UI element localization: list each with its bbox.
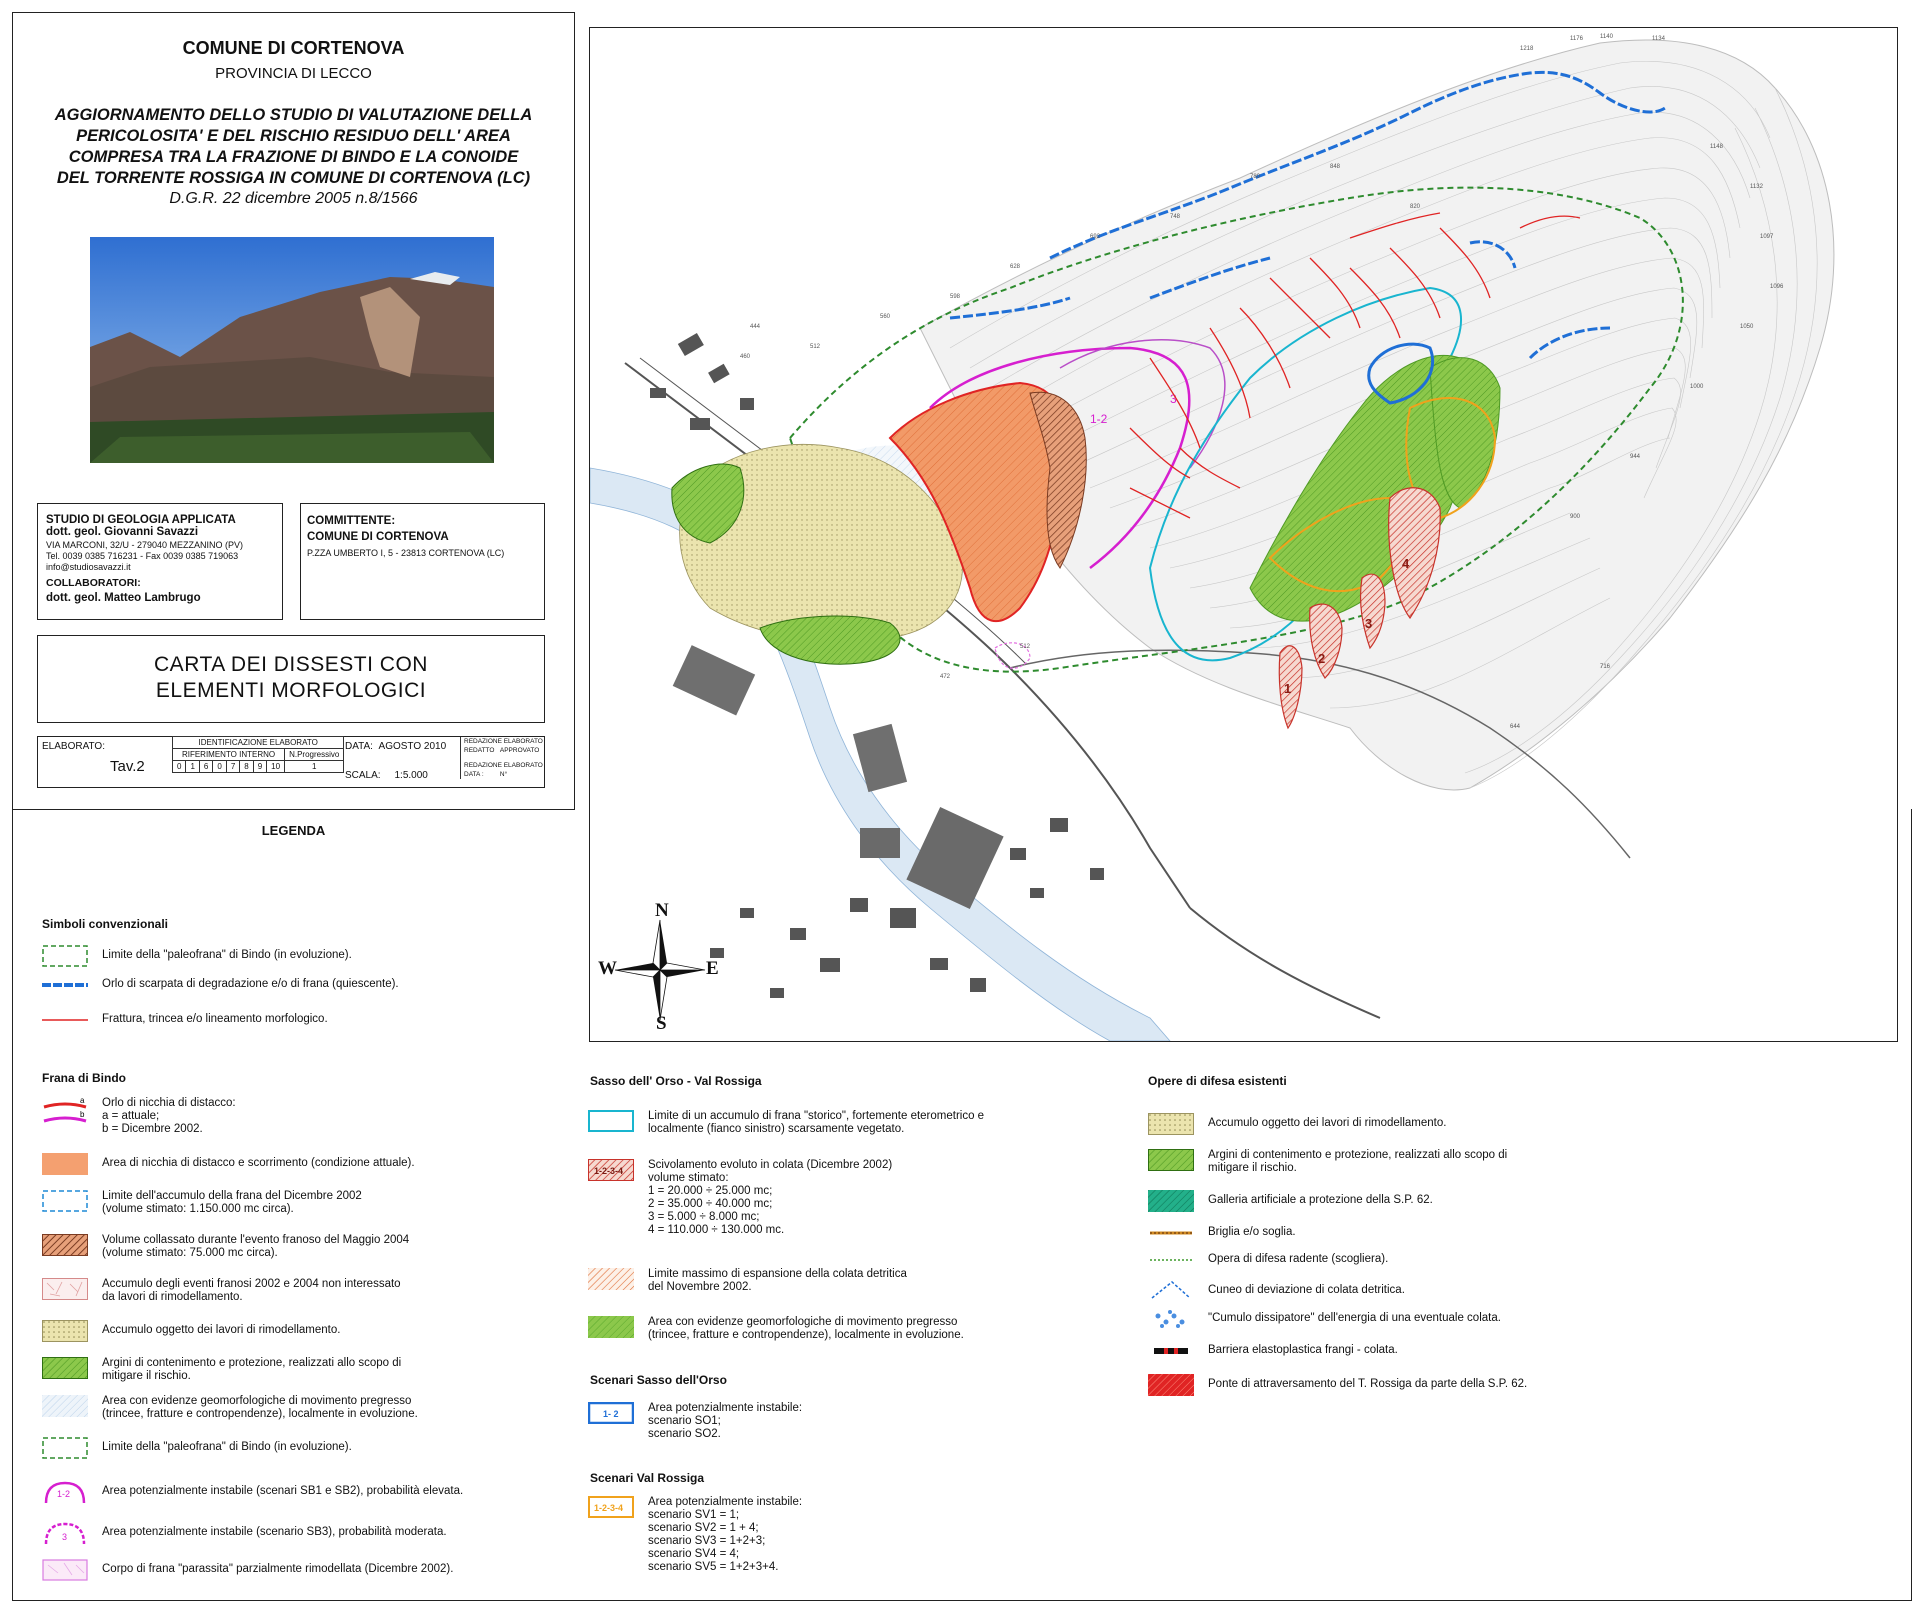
legend-item-text: Scivolamento evoluto in colata (Dicembre 2002) volume stimato: 1 = 20.000 ÷ 25.000 mc; 2 = 35.000 ÷ 40.000 mc; 3 = 5.000 ÷ 8.000 mc; 4 = 110.000 ÷ 130.000 mc. (648, 1159, 893, 1236)
legend-item (42, 1190, 362, 1216)
colata-label-4: 4 (1402, 556, 1410, 571)
red-1234-icon (588, 1159, 634, 1181)
committente-name: COMUNE DI CORTENOVA (307, 531, 449, 543)
legend-item-text: Opera di difesa radente (scogliera). (1208, 1253, 1389, 1265)
legend-item (42, 1395, 418, 1421)
studio-name: STUDIO DI GEOLOGIA APPLICATA (46, 514, 236, 526)
legend-item-text: Frattura, trincea e/o lineamento morfologico. (102, 1013, 328, 1025)
legend-item-text: Accumulo oggetto dei lavori di rimodellamento. (1208, 1117, 1447, 1129)
elevation-label: 944 (1630, 454, 1641, 460)
elevation-label: 748 (1170, 214, 1181, 220)
magenta-arc-3-icon (42, 1520, 88, 1546)
pink-box-icon (42, 1559, 88, 1581)
legend-item (1148, 1226, 1296, 1240)
legend-item-text: Area con evidenze geomorfologiche di movimento pregresso (trincee, fratture e contropendenze), localmente in evoluzione. (648, 1316, 964, 1341)
scenario-label-3: 3 (1170, 392, 1177, 406)
elevation-label: 716 (1600, 664, 1611, 670)
elevation-label: 848 (1330, 164, 1341, 170)
elaborato-label: ELABORATO: (42, 741, 105, 752)
study-title-line: AGGIORNAMENTO DELLO STUDIO DI VALUTAZIONE DELLA (54, 106, 533, 124)
legend-item (1148, 1278, 1405, 1300)
elevation-label: 1000 (1690, 384, 1704, 390)
legend-item-text: Orlo di nicchia di distacco: a = attuale; b = Dicembre 2002. (102, 1097, 236, 1135)
redatto-row (464, 746, 546, 755)
legend-item-text: Area potenzialmente instabile: scenario SO1; scenario SO2. (648, 1402, 803, 1440)
data2-row (464, 770, 546, 779)
dashed-box-icon (42, 945, 88, 967)
legend-item-text: Area con evidenze geomorfologiche di movimento pregresso (trincee, fratture e contropendenze), localmente in evoluzione. (102, 1395, 418, 1420)
ident-digit: 8 (240, 761, 253, 773)
site-photo (90, 237, 494, 463)
legend-item (1148, 1374, 1527, 1396)
vr-title: Scenari Val Rossiga (590, 1471, 705, 1485)
svg-text:b: b (80, 1110, 85, 1119)
svg-text:1-2-3-4: 1-2-3-4 (594, 1503, 624, 1513)
legend-item (42, 1097, 236, 1136)
colata-label-1: 1 (1284, 681, 1292, 696)
legend-item-text: Accumulo degli eventi franosi 2002 e 2004 non interessato da lavori di rimodellamento. (102, 1278, 401, 1303)
colata-label-3: 3 (1365, 616, 1373, 631)
scenario-label-12: 1-2 (1090, 412, 1108, 426)
elevation-label: 1134 (1652, 36, 1665, 42)
elevation-label: 512 (810, 344, 821, 350)
approvato-label: APPROVATO (499, 747, 540, 754)
svg-text:1-2-3-4: 1-2-3-4 (594, 1166, 624, 1176)
legend-item (588, 1110, 984, 1136)
study-title-line: COMPRESA TRA LA FRAZIONE DI BINDO E LA CONOIDE (68, 148, 519, 166)
ident-header: IDENTIFICAZIONE ELABORATO (173, 737, 344, 749)
legend-item (588, 1402, 802, 1441)
legend-item (1148, 1344, 1398, 1358)
rif-label: RIFERIMENTO INTERNO (173, 749, 285, 761)
svg-text:1-2: 1-2 (57, 1489, 71, 1499)
committente-label: COMMITTENTE: (307, 515, 396, 527)
orange-fill-icon (42, 1153, 88, 1175)
redazione-label: REDAZIONE ELABORATO (464, 738, 543, 745)
yellow-dots-icon (1148, 1113, 1194, 1135)
legend-item (588, 1268, 907, 1294)
legend-item (42, 1320, 340, 1342)
yellow-dots-icon (42, 1320, 88, 1342)
legend-item (42, 978, 399, 1000)
scala-label: SCALA: (345, 770, 381, 781)
svg-text:3: 3 (62, 1532, 68, 1542)
data-field (345, 741, 446, 752)
green-dotted-icon (1148, 1253, 1194, 1267)
elevation-label: 1050 (1740, 324, 1754, 330)
ident-digit: 1 (186, 761, 199, 773)
legend-item (42, 1278, 401, 1304)
ident-digit: 10 (267, 761, 285, 773)
ident-digit: 6 (199, 761, 212, 773)
briglia-icon (1148, 1226, 1194, 1240)
data-value: AGOSTO 2010 (378, 741, 447, 752)
elevation-label: 1096 (1770, 284, 1784, 290)
cumulo-icon (1148, 1308, 1194, 1330)
studio-address: VIA MARCONI, 32/U - 279040 MEZZANINO (PV) (46, 540, 244, 550)
brown-hatch-icon (42, 1234, 88, 1256)
legend-item (42, 945, 352, 967)
dashed-box-icon (42, 1437, 88, 1459)
elevation-label: 644 (1510, 724, 1521, 730)
n-label: N° (499, 771, 508, 778)
elevation-label: 472 (940, 674, 951, 680)
redazione-block (460, 737, 546, 779)
legend-item-text: Area potenzialmente instabile (scenario SB3), probabilità moderata. (102, 1526, 447, 1538)
committente-info (307, 515, 543, 559)
legend-item-text: Cuneo di deviazione di colata detritica. (1208, 1284, 1405, 1296)
data2-label: DATA : (464, 771, 484, 778)
ident-table (172, 736, 344, 773)
elevation-label: 1140 (1600, 34, 1613, 40)
collab-label: COLLABORATORI: (46, 577, 141, 589)
study-title-line: DEL TORRENTE ROSSIGA IN COMUNE DI CORTENOVA (LC) (56, 169, 531, 187)
red-line-icon (42, 1013, 88, 1035)
legend-item (1148, 1190, 1433, 1212)
legend-item (588, 1316, 964, 1342)
map-canvas (590, 28, 1897, 1041)
cuneo-icon (1148, 1278, 1194, 1300)
simboli-title: Simboli convenzionali (42, 917, 169, 931)
green-hatch-icon (42, 1357, 88, 1379)
magenta-arc-12-icon (42, 1479, 88, 1505)
elevation-label: 1218 (1520, 46, 1534, 52)
elevation-label: 444 (750, 324, 761, 330)
pink-texture-icon (42, 1278, 88, 1300)
elaborato-value: Tav.2 (110, 758, 145, 775)
ident-digit: 0 (173, 761, 186, 773)
legend-item-text: Ponte di attraversamento del T. Rossiga da parte della S.P. 62. (1208, 1378, 1528, 1390)
elevation-label: 1132 (1750, 184, 1763, 190)
legend-item (42, 1559, 453, 1581)
green-hatch-icon (1148, 1149, 1194, 1171)
compass-s: S (656, 1013, 667, 1034)
compass-n: N (655, 900, 669, 921)
cyan-box-icon (588, 1110, 634, 1132)
legend-item (588, 1496, 802, 1574)
legend-item (42, 1520, 447, 1546)
elevation-label: 560 (880, 314, 891, 320)
redazione2-label: REDAZIONE ELABORATO (464, 762, 543, 769)
legend-item (1148, 1149, 1507, 1175)
ident-digit: 9 (253, 761, 266, 773)
legend-item (588, 1159, 892, 1237)
legend-item (42, 1437, 352, 1459)
elevation-label: 512 (1020, 644, 1031, 650)
elevation-label: 1148 (1710, 144, 1723, 150)
so-title: Scenari Sasso dell'Orso (590, 1373, 727, 1387)
opere-title: Opere di difesa esistenti (1148, 1074, 1287, 1088)
committente-address: P.ZZA UMBERTO I, 5 - 23813 CORTENOVA (LC) (307, 548, 505, 558)
elevation-label: 820 (1410, 204, 1421, 210)
ident-digit: 1 (285, 761, 344, 773)
legend-item-text: Argini di contenimento e protezione, realizzati allo scopo di mitigare il rischio. (102, 1357, 402, 1382)
studio-phone: Tel. 0039 0385 716231 - Fax 0039 0385 719063 (46, 551, 239, 561)
legend-item (42, 1479, 463, 1505)
niche-icon (42, 1097, 88, 1129)
barriera-icon (1148, 1344, 1194, 1358)
legend-item (42, 1153, 415, 1175)
elevation-label: 900 (1570, 514, 1581, 520)
map-title-line: CARTA DEI DISSESTI CON (154, 653, 428, 676)
elevation-label: 780 (1250, 174, 1261, 180)
legend-item (1148, 1308, 1501, 1330)
collab-name: dott. geol. Matteo Lambrugo (46, 592, 201, 604)
studio-author: dott. geol. Giovanni Savazzi (46, 526, 199, 538)
comune-title: COMUNE DI CORTENOVA (182, 38, 405, 58)
legend-item (42, 1013, 328, 1035)
blue-scarp-icon (42, 978, 88, 1000)
svg-text:1- 2: 1- 2 (603, 1409, 619, 1419)
elevation-label: 1176 (1570, 36, 1583, 42)
compass-e: E (706, 958, 719, 979)
scala-field (345, 770, 428, 781)
elevation-label: 1097 (1760, 234, 1774, 240)
legend-item (42, 1234, 409, 1260)
map-title (37, 652, 545, 704)
elevation-label: 692 (1090, 234, 1101, 240)
elevation-label: 460 (740, 354, 751, 360)
bindo-title: Frana di Bindo (42, 1071, 126, 1085)
legend-item-text: Corpo di frana "parassita" parzialmente rimodellata (Dicembre 2002). (102, 1563, 454, 1575)
legend-item (42, 1357, 401, 1383)
legend-item-text: Volume collassato durante l'evento franoso del Maggio 2004 (volume stimato: 75.000 mc circa). (102, 1234, 410, 1259)
legend-item-text: Orlo di scarpata di degradazione e/o di frana (quiescente). (102, 978, 399, 990)
nprog-label: N.Progressivo (285, 749, 344, 761)
dgr-reference: D.G.R. 22 dicembre 2005 n.8/1566 (169, 190, 418, 207)
legend-item-text: Area potenzialmente instabile: scenario SV1 = 1; scenario SV2 = 1 + 4; scenario SV3 = 1+2+3; scenario SV4 = 4; scenario SV5 = 1+2+3+4. (648, 1496, 803, 1573)
orange-hatch-icon (588, 1268, 634, 1290)
green-area-icon (588, 1316, 634, 1338)
legend-item (1148, 1253, 1388, 1267)
sasso-title: Sasso dell' Orso - Val Rossiga (590, 1074, 762, 1088)
colata-label-2: 2 (1318, 651, 1326, 666)
ident-digit: 0 (213, 761, 226, 773)
blue-dashed-box-icon (42, 1190, 88, 1212)
data-label: DATA: (345, 741, 373, 752)
elevation-label: 598 (950, 294, 961, 300)
compass-w: W (598, 958, 617, 979)
legend-item-text: Galleria artificiale a protezione della S.P. 62. (1208, 1194, 1433, 1206)
provincia-title: PROVINCIA DI LECCO (215, 65, 372, 82)
legend-title: LEGENDA (261, 823, 326, 838)
studio-email: info@studiosavazzi.it (46, 562, 131, 572)
elevation-label: 628 (1010, 264, 1021, 270)
legend-item-text: Area potenzialmente instabile (scenari SB1 e SB2), probabilità elevata. (102, 1485, 464, 1497)
study-title (12, 105, 575, 189)
svg-text:a: a (80, 1097, 85, 1105)
legend-item-text: Limite della "paleofrana" di Bindo (in evoluzione). (102, 1441, 352, 1453)
ident-digit: 7 (226, 761, 239, 773)
teal-hatch-icon (1148, 1190, 1194, 1212)
legend-item-text: Briglia e/o soglia. (1208, 1226, 1296, 1238)
legend-item-text: "Cumulo dissipatore" dell'energia di una eventuale colata. (1208, 1312, 1501, 1324)
legend-item-text: Accumulo oggetto dei lavori di rimodellamento. (102, 1324, 341, 1336)
legend-item (1148, 1113, 1446, 1135)
legend-item-text: Argini di contenimento e protezione, realizzati allo scopo di mitigare il rischio. (1208, 1149, 1508, 1174)
scala-value: 1:5.000 (394, 770, 428, 781)
blue-12-icon (588, 1402, 634, 1424)
legend-item-text: Limite di un accumulo di frana "storico", fortemente eterometrico e localmente (fianco sinistro) scarsamente vegetato. (648, 1110, 985, 1135)
legend-item-text: Limite dell'accumulo della frana del Dicembre 2002 (volume stimato: 1.150.000 mc circa). (102, 1190, 362, 1215)
yellow-1234-icon (588, 1496, 634, 1518)
redatto-label: REDATTO (464, 747, 495, 754)
legend-item-text: Area di nicchia di distacco e scorrimento (condizione attuale). (102, 1157, 415, 1169)
legend-item-text: Barriera elastoplastica frangi - colata. (1208, 1344, 1398, 1356)
red-hatch-icon (1148, 1374, 1194, 1396)
legend-item-text: Limite della "paleofrana" di Bindo (in evoluzione). (102, 949, 352, 961)
study-title-line: PERICOLOSITA' E DEL RISCHIO RESIDUO DELL' AREA (76, 127, 511, 145)
lightblue-hatch-icon (42, 1395, 88, 1417)
studio-info (46, 514, 282, 604)
map-title-line: ELEMENTI MORFOLOGICI (155, 679, 427, 702)
legend-item-text: Limite massimo di espansione della colata detritica del Novembre 2002. (648, 1268, 907, 1293)
